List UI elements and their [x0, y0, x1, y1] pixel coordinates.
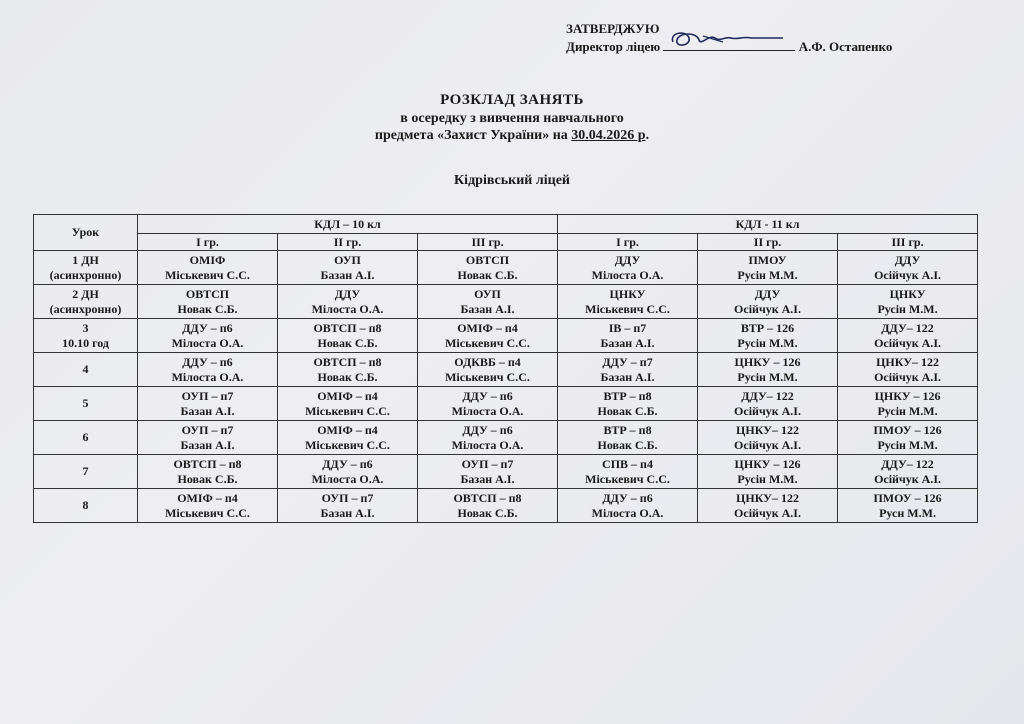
teacher-name: Мілоста О.А.: [171, 335, 244, 350]
teacher-name: Міськевич С.С.: [445, 335, 530, 350]
teacher-name: Базан А.І.: [180, 403, 235, 418]
subject-room: ДДУ – п7: [602, 354, 653, 369]
teacher-name: Осійчук А.І.: [874, 471, 941, 486]
teacher-name: Новак С.Б.: [597, 403, 658, 418]
schedule-cell: [418, 251, 558, 285]
teacher-name: Міськевич С.С.: [585, 301, 670, 316]
subject-room: ЦНКУ – 126: [734, 456, 801, 471]
lesson-cell: [34, 421, 138, 455]
subject-room: ОУП – п7: [461, 456, 514, 471]
schedule-cell: [698, 421, 838, 455]
teacher-name: Русн М.М.: [879, 505, 936, 520]
subgroup-header-row: [34, 234, 978, 251]
teacher-name: Осійчук А.І.: [734, 505, 801, 520]
lesson-cell: [34, 387, 138, 421]
school-name: Кідрівський ліцей: [454, 173, 570, 188]
subject-room: ОМІФ – п4: [177, 490, 238, 505]
subject-room: ДДУ– 122: [881, 320, 934, 335]
schedule-cell: [138, 285, 278, 319]
schedule-cell: [418, 489, 558, 523]
teacher-name: Русін М.М.: [877, 437, 938, 452]
subgroup-header: І гр.: [558, 234, 698, 251]
teacher-name: Міськевич С.С.: [585, 471, 670, 486]
schedule-cell: [278, 319, 418, 353]
schedule-cell: [558, 387, 698, 421]
subject-room: ОУП: [474, 286, 501, 301]
subject-room: ПМОУ – 126: [873, 490, 942, 505]
teacher-name: Базан А.І.: [320, 505, 375, 520]
schedule-cell: [838, 353, 978, 387]
lesson-cell: [34, 251, 138, 285]
lesson-number: 5: [82, 396, 89, 410]
subject-room: ВТР – п8: [603, 388, 652, 403]
subject-room: ДДУ: [614, 252, 641, 267]
lesson-number: 7: [82, 464, 89, 478]
teacher-name: Русін М.М.: [737, 335, 798, 350]
teacher-name: Базан А.І.: [460, 471, 515, 486]
teacher-name: Новак С.Б.: [597, 437, 658, 452]
schedule-cell: [138, 319, 278, 353]
lesson-note: (асинхронно): [49, 301, 122, 316]
subject-room: ДДУ– 122: [881, 456, 934, 471]
teacher-name: Русін М.М.: [877, 403, 938, 418]
subgroup-header: ІІІ гр.: [838, 234, 978, 251]
director-label: Директор ліцею: [566, 39, 661, 54]
lesson-cell: [34, 455, 138, 489]
subject-room: ДДУ – п6: [322, 456, 373, 471]
table-header-row: [34, 215, 978, 234]
subject-room: ЦНКУ– 122: [736, 422, 799, 437]
schedule-cell: [418, 285, 558, 319]
group-11-header: КДЛ - 11 кл: [558, 215, 978, 234]
schedule-cell: [698, 387, 838, 421]
teacher-name: Міськевич С.С.: [445, 369, 530, 384]
schedule-cell: [558, 421, 698, 455]
teacher-name: Мілоста О.А.: [451, 403, 524, 418]
lesson-cell: [34, 353, 138, 387]
schedule-cell: [418, 387, 558, 421]
subgroup-header: ІІ гр.: [698, 234, 838, 251]
lesson-note: (асинхронно): [49, 267, 122, 282]
teacher-name: Міськевич С.С.: [165, 267, 250, 282]
teacher-name: Міськевич С.С.: [305, 437, 390, 452]
schedule-cell: [138, 489, 278, 523]
subgroup-header: І гр.: [138, 234, 278, 251]
group-10-header: КДЛ – 10 кл: [138, 215, 558, 234]
table-row: [34, 421, 978, 455]
schedule-cell: [838, 387, 978, 421]
schedule-cell: [138, 353, 278, 387]
subject-room: СПВ – п4: [602, 456, 653, 471]
schedule-cell: [138, 251, 278, 285]
schedule-date: 30.04.2026 р: [571, 128, 646, 143]
schedule-cell: [278, 353, 418, 387]
subject-room: ПМОУ – 126: [873, 422, 942, 437]
teacher-name: Новак С.Б.: [317, 335, 378, 350]
teacher-name: Осійчук А.І.: [874, 267, 941, 282]
title-block: [0, 90, 1024, 144]
subject-room: ЦНКУ – 126: [734, 354, 801, 369]
teacher-name: Русін М.М.: [737, 267, 798, 282]
teacher-name: Базан А.І.: [600, 335, 655, 350]
teacher-name: Мілоста О.А.: [591, 267, 664, 282]
approval-title: ЗАТВЕРДЖУЮ: [566, 21, 660, 36]
subject-room: ОУП: [334, 252, 361, 267]
subject-room: ДДУ: [894, 252, 921, 267]
teacher-name: Русін М.М.: [737, 369, 798, 384]
document-subtitle: в осередку з вивчення навчального: [400, 111, 624, 126]
schedule-cell: [278, 489, 418, 523]
subtitle-suffix: .: [645, 128, 650, 143]
teacher-name: Новак С.Б.: [457, 267, 518, 282]
subject-room: ОВТСП: [185, 286, 230, 301]
signatory-name: А.Ф. Остапенко: [798, 39, 893, 54]
subject-room: ОМІФ – п4: [457, 320, 518, 335]
subject-room: ОВТСП: [465, 252, 510, 267]
approval-director-line: [566, 38, 892, 56]
lesson-note: 10.10 год: [62, 335, 109, 350]
teacher-name: Базан А.І.: [320, 267, 375, 282]
subject-room: ОМІФ: [189, 252, 226, 267]
teacher-name: Осійчук А.І.: [734, 403, 801, 418]
schedule-cell: [838, 319, 978, 353]
schedule-cell: [278, 251, 418, 285]
subject-room: ДДУ– 122: [741, 388, 794, 403]
approval-block: [566, 20, 892, 56]
lesson-number: 6: [82, 430, 89, 444]
teacher-name: Осійчук А.І.: [874, 335, 941, 350]
table-row: [34, 387, 978, 421]
teacher-name: Базан А.І.: [600, 369, 655, 384]
schedule-cell: [418, 353, 558, 387]
subject-room: ЦНКУ– 122: [876, 354, 939, 369]
subject-room: ДДУ – п6: [182, 354, 233, 369]
subject-room: ОУП – п7: [181, 388, 234, 403]
teacher-name: Мілоста О.А.: [451, 437, 524, 452]
lesson-number: 4: [82, 362, 89, 376]
schedule-cell: [558, 489, 698, 523]
schedule-cell: [418, 421, 558, 455]
teacher-name: Осійчук А.І.: [734, 437, 801, 452]
schedule-cell: [838, 251, 978, 285]
teacher-name: Новак С.Б.: [457, 505, 518, 520]
document-heading: РОЗКЛАД ЗАНЯТЬ: [440, 92, 584, 108]
teacher-name: Базан А.І.: [460, 301, 515, 316]
teacher-name: Мілоста О.А.: [171, 369, 244, 384]
teacher-name: Міськевич С.С.: [305, 403, 390, 418]
subject-room: ЦНКУ: [609, 286, 646, 301]
document-subtitle-date-line: [0, 127, 1024, 144]
subject-room: ОВТСП – п8: [173, 456, 242, 471]
table-row: [34, 353, 978, 387]
subject-room: ЦНКУ– 122: [736, 490, 799, 505]
schedule-table: [33, 214, 978, 523]
teacher-name: Міськевич С.С.: [165, 505, 250, 520]
schedule-cell: [418, 319, 558, 353]
subject-room: ПМОУ: [748, 252, 787, 267]
schedule-cell: [698, 455, 838, 489]
schedule-cell: [838, 455, 978, 489]
teacher-name: Новак С.Б.: [317, 369, 378, 384]
subject-room: ОУП – п7: [321, 490, 374, 505]
subject-room: ВТР – 126: [740, 320, 795, 335]
subject-room: ДДУ: [334, 286, 361, 301]
teacher-name: Мілоста О.А.: [591, 505, 664, 520]
schedule-cell: [558, 455, 698, 489]
schedule-cell: [698, 285, 838, 319]
schedule-cell: [698, 319, 838, 353]
table-row: [34, 489, 978, 523]
subject-room: ДДУ – п6: [462, 422, 513, 437]
subject-room: ДДУ: [754, 286, 781, 301]
subtitle-prefix: предмета «Захист України» на: [374, 128, 568, 143]
table-row: [34, 285, 978, 319]
schedule-cell: [698, 353, 838, 387]
teacher-name: Мілоста О.А.: [311, 471, 384, 486]
teacher-name: Новак С.Б.: [177, 471, 238, 486]
schedule-cell: [698, 489, 838, 523]
schedule-cell: [558, 251, 698, 285]
schedule-cell: [138, 455, 278, 489]
subject-room: ОДКВБ – п4: [454, 354, 521, 369]
teacher-name: Русін М.М.: [877, 301, 938, 316]
table-row: [34, 319, 978, 353]
subject-room: ОУП – п7: [181, 422, 234, 437]
lesson-number: 2 ДН: [72, 286, 99, 301]
subject-room: ОВТСП – п8: [453, 490, 522, 505]
schedule-cell: [418, 455, 558, 489]
teacher-name: Осійчук А.І.: [874, 369, 941, 384]
subject-room: ОМІФ – п4: [317, 388, 378, 403]
subgroup-header: ІІ гр.: [278, 234, 418, 251]
subject-room: ОВТСП – п8: [313, 320, 382, 335]
subject-room: ІВ – п7: [608, 320, 647, 335]
schedule-cell: [278, 285, 418, 319]
schedule-cell: [698, 251, 838, 285]
schedule-cell: [138, 387, 278, 421]
schedule-cell: [838, 421, 978, 455]
lesson-cell: [34, 285, 138, 319]
teacher-name: Новак С.Б.: [177, 301, 238, 316]
signature: [663, 38, 795, 51]
subject-room: ВТР – п8: [603, 422, 652, 437]
table-row: [34, 251, 978, 285]
lesson-number: 8: [82, 498, 89, 512]
table-row: [34, 455, 978, 489]
teacher-name: Базан А.І.: [180, 437, 235, 452]
schedule-cell: [138, 421, 278, 455]
lesson-cell: [34, 319, 138, 353]
schedule-cell: [278, 455, 418, 489]
subject-room: ОМІФ – п4: [317, 422, 378, 437]
subject-room: ДДУ – п6: [602, 490, 653, 505]
subject-room: ЦНКУ: [889, 286, 926, 301]
schedule-cell: [558, 285, 698, 319]
lesson-number: 1 ДН: [72, 252, 99, 267]
col-lesson-header: Урок: [34, 215, 138, 251]
schedule-cell: [558, 353, 698, 387]
schedule-cell: [278, 387, 418, 421]
schedule-cell: [838, 489, 978, 523]
teacher-name: Осійчук А.І.: [734, 301, 801, 316]
teacher-name: Мілоста О.А.: [311, 301, 384, 316]
lesson-number: 3: [82, 320, 89, 335]
subgroup-header: ІІІ гр.: [418, 234, 558, 251]
teacher-name: Русін М.М.: [737, 471, 798, 486]
lesson-cell: [34, 489, 138, 523]
schedule-cell: [838, 285, 978, 319]
schedule-cell: [278, 421, 418, 455]
subject-room: ОВТСП – п8: [313, 354, 382, 369]
subject-room: ЦНКУ – 126: [874, 388, 941, 403]
subject-room: ДДУ – п6: [462, 388, 513, 403]
schedule-cell: [558, 319, 698, 353]
subject-room: ДДУ – п6: [182, 320, 233, 335]
